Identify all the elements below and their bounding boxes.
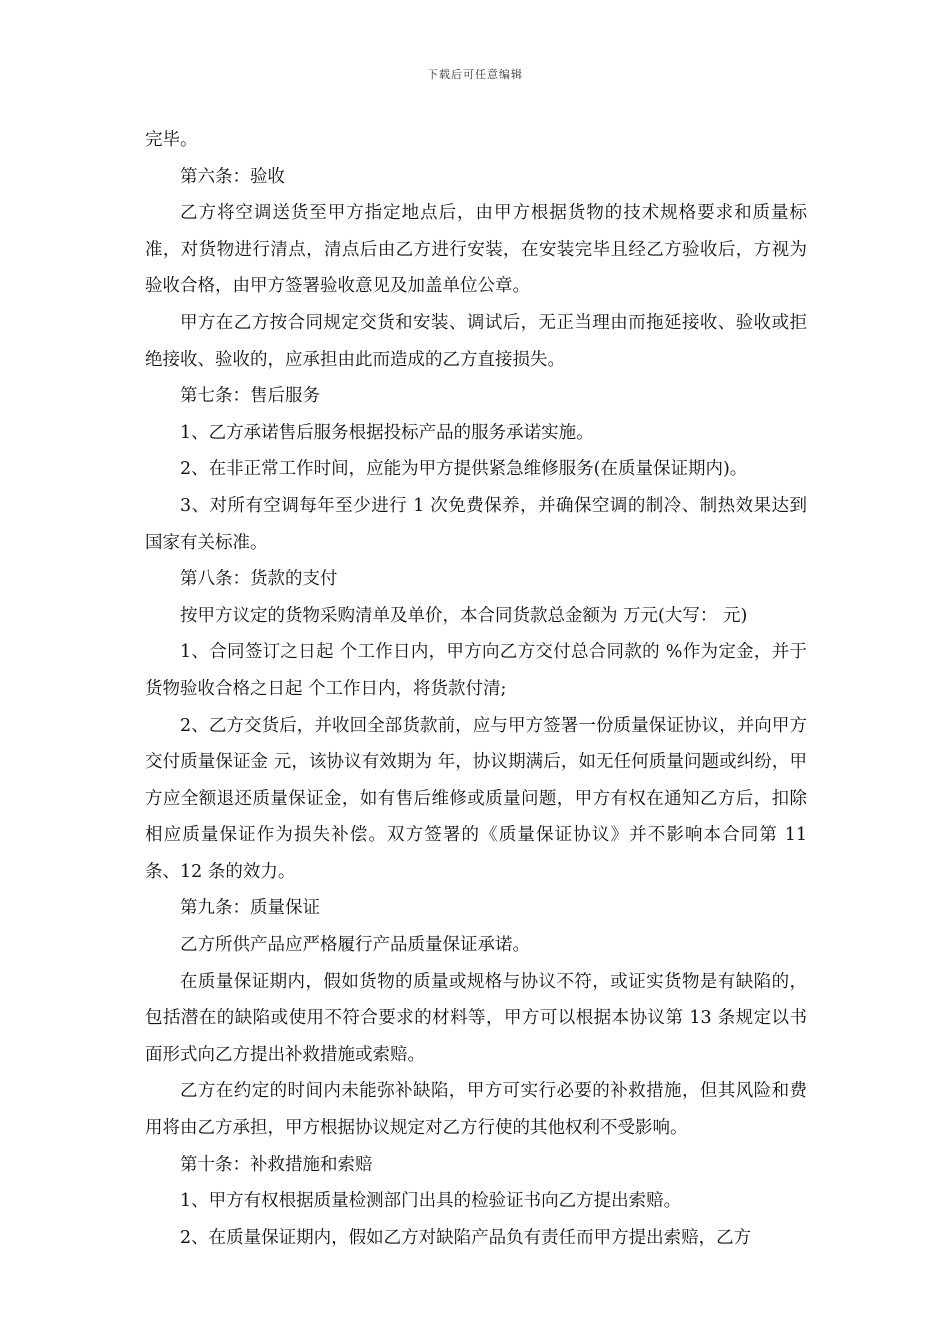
- section-heading-6: 第六条：验收: [180, 166, 285, 187]
- paragraph-15: 乙方在约定的时间内未能弥补缺陷，甲方可实行必要的补救措施，但其风险和费用将由乙方承担，甲方根据协议规定对乙方行使的其他权利不受影响。: [145, 1081, 807, 1139]
- paragraph-7: 3、对所有空调每年至少进行 1 次免费保养，并确保空调的制冷、制热效果达到国家有关标准。: [145, 495, 807, 553]
- paragraph-17: 1、甲方有权根据质量检测部门出具的检验证书向乙方提出索赔。: [180, 1191, 682, 1212]
- paragraph-11: 2、乙方交货后，并收回全部货款前，应与甲方签署一份质量保证协议，并向甲方交付质量保证金 元，该协议有效期为 年，协议期满后，如无任何质量问题或纠纷，甲方应全额退还质量保证金，如有售后维修或质量问题，甲方有权在通知乙方后，扣除相应质量保证作为损失补偿。双方签署的《质量保证协议》并不影响本合同第 11 条、12 条的效力。: [145, 715, 807, 882]
- document-body: [145, 122, 807, 1256]
- paragraph-6: 2、在非正常工作时间，应能为甲方提供紧急维修服务(在质量保证期内)。: [180, 459, 748, 480]
- paragraph-0: 完毕。: [145, 130, 198, 150]
- paragraph-18: 2、在质量保证期内，假如乙方对缺陷产品负有责任而甲方提出索赔，乙方: [180, 1227, 752, 1248]
- section-heading-7: 第七条：售后服务: [180, 386, 320, 407]
- section-heading-10: 第十条：补救措施和索赔: [180, 1154, 373, 1175]
- paragraph-3: 甲方在乙方按合同规定交货和安装、调试后，无正当理由而拖延接收、验收或拒绝接收、验收的，应承担由此而造成的乙方直接损失。: [145, 312, 807, 370]
- section-heading-9: 第九条：质量保证: [180, 898, 320, 919]
- paragraph-13: 乙方所供产品应严格履行产品质量保证承诺。: [180, 935, 530, 956]
- paragraph-10: 1、合同签订之日起 个工作日内，甲方向乙方交付总合同款的 %作为定金，并于货物验收合格之日起 个工作日内，将货款付清;: [145, 642, 807, 699]
- page-header: 下载后可任意编辑: [427, 68, 523, 81]
- paragraph-2: 乙方将空调送货至甲方指定地点后，由甲方根据货物的技术规格要求和质量标准，对货物进行清点，清点后由乙方进行安装，在安装完毕且经乙方验收后，方视为验收合格，由甲方签署验收意见及加盖单位公章。: [145, 203, 807, 297]
- paragraph-5: 1、乙方承诺售后服务根据投标产品的服务承诺实施。: [180, 422, 594, 443]
- section-heading-8: 第八条：货款的支付: [180, 569, 338, 590]
- paragraph-9: 按甲方议定的货物采购清单及单价，本合同货款总金额为 万元(大写： 元): [180, 605, 748, 626]
- paragraph-14: 在质量保证期内，假如货物的质量或规格与协议不符，或证实货物是有缺陷的，包括潜在的缺陷或使用不符合要求的材料等，甲方可以根据本协议第 13 条规定以书面形式向乙方提出补救措施或索赔。: [145, 971, 807, 1065]
